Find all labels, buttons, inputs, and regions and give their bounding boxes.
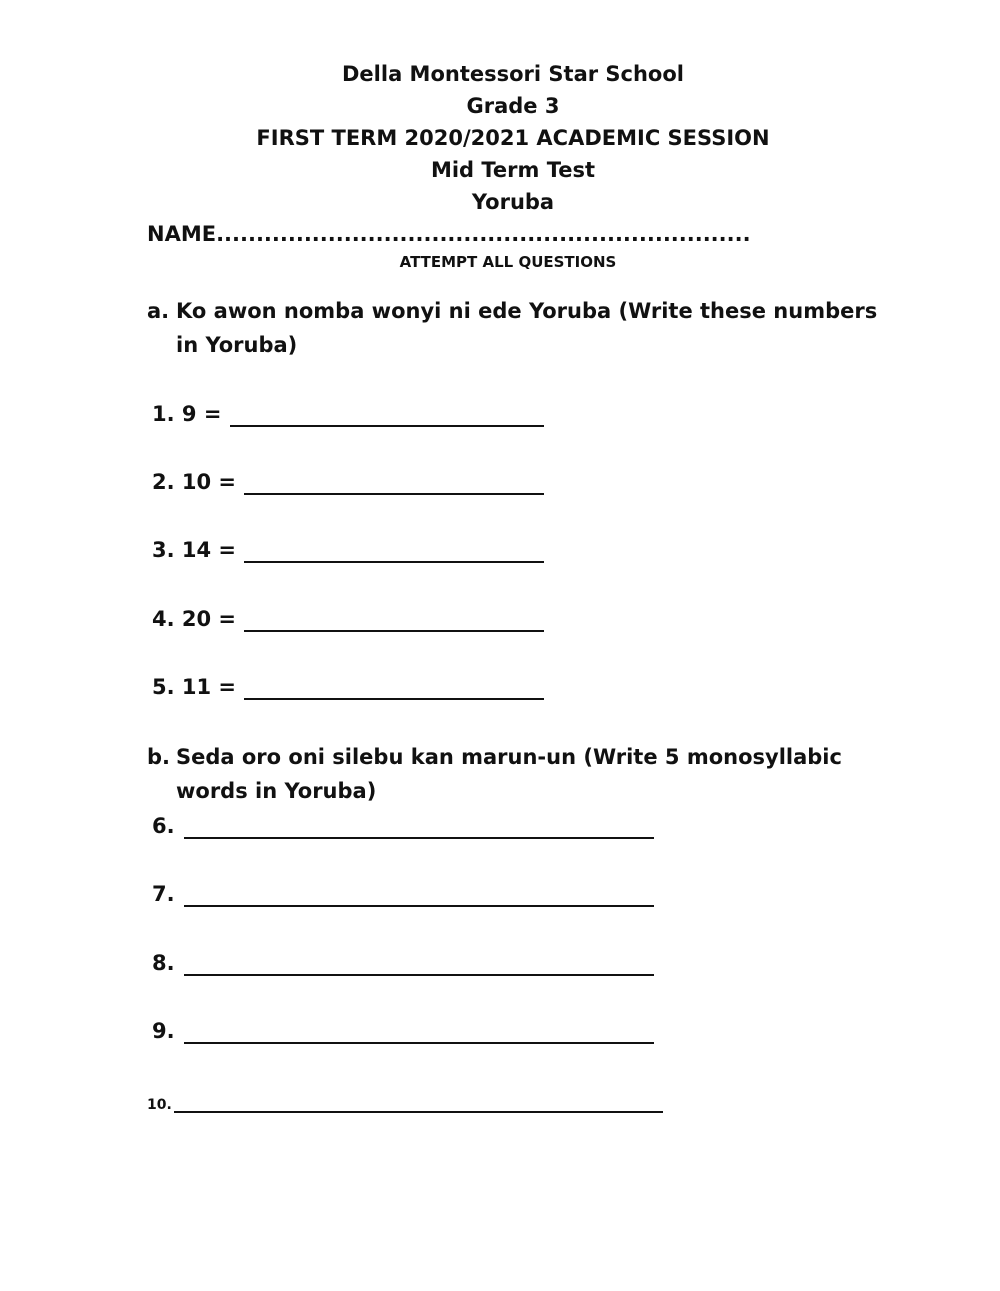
item-label: 2. 10 = xyxy=(152,470,237,494)
question-b-letter: b. xyxy=(147,745,171,769)
term-heading: FIRST TERM 2020/2021 ACADEMIC SESSION xyxy=(256,126,770,150)
answer-blank-5[interactable] xyxy=(244,698,544,700)
answer-blank-8[interactable] xyxy=(184,974,654,976)
answer-blank-2[interactable] xyxy=(244,493,544,495)
question-a-letter: a. xyxy=(147,299,170,323)
question-b-prompt: Seda oro oni silebu kan marun-un (Write 5 monosyllabic words in Yoruba) xyxy=(176,745,842,803)
school-name: Della Montessori Star School xyxy=(342,62,684,86)
answer-blank-10[interactable] xyxy=(174,1111,663,1113)
item-label: 1. 9 = xyxy=(152,402,222,426)
item-label: 8. xyxy=(152,951,175,975)
name-field[interactable]: NAME................................................................... xyxy=(147,222,751,246)
answer-blank-6[interactable] xyxy=(184,837,654,839)
test-heading: Mid Term Test xyxy=(430,158,596,182)
answer-blank-4[interactable] xyxy=(244,630,544,632)
item-label: 5. 11 = xyxy=(152,675,237,699)
question-b xyxy=(147,740,882,808)
item-label: 6. xyxy=(152,814,175,838)
instruction-text: ATTEMPT ALL QUESTIONS xyxy=(399,253,617,271)
question-a xyxy=(147,294,882,362)
answer-blank-7[interactable] xyxy=(184,905,654,907)
question-a-prompt: Ko awon nomba wonyi ni ede Yoruba (Write these numbers in Yoruba) xyxy=(176,299,878,357)
subject-heading: Yoruba xyxy=(471,190,555,214)
answer-blank-1[interactable] xyxy=(230,425,544,427)
item-label: 7. xyxy=(152,882,175,906)
grade-heading: Grade 3 xyxy=(466,94,560,118)
item-label: 3. 14 = xyxy=(152,538,237,562)
item-label: 9. xyxy=(152,1019,175,1043)
item-label: 4. 20 = xyxy=(152,607,237,631)
item-label: 10. xyxy=(147,1097,172,1113)
answer-blank-9[interactable] xyxy=(184,1042,654,1044)
answer-blank-3[interactable] xyxy=(244,561,544,563)
